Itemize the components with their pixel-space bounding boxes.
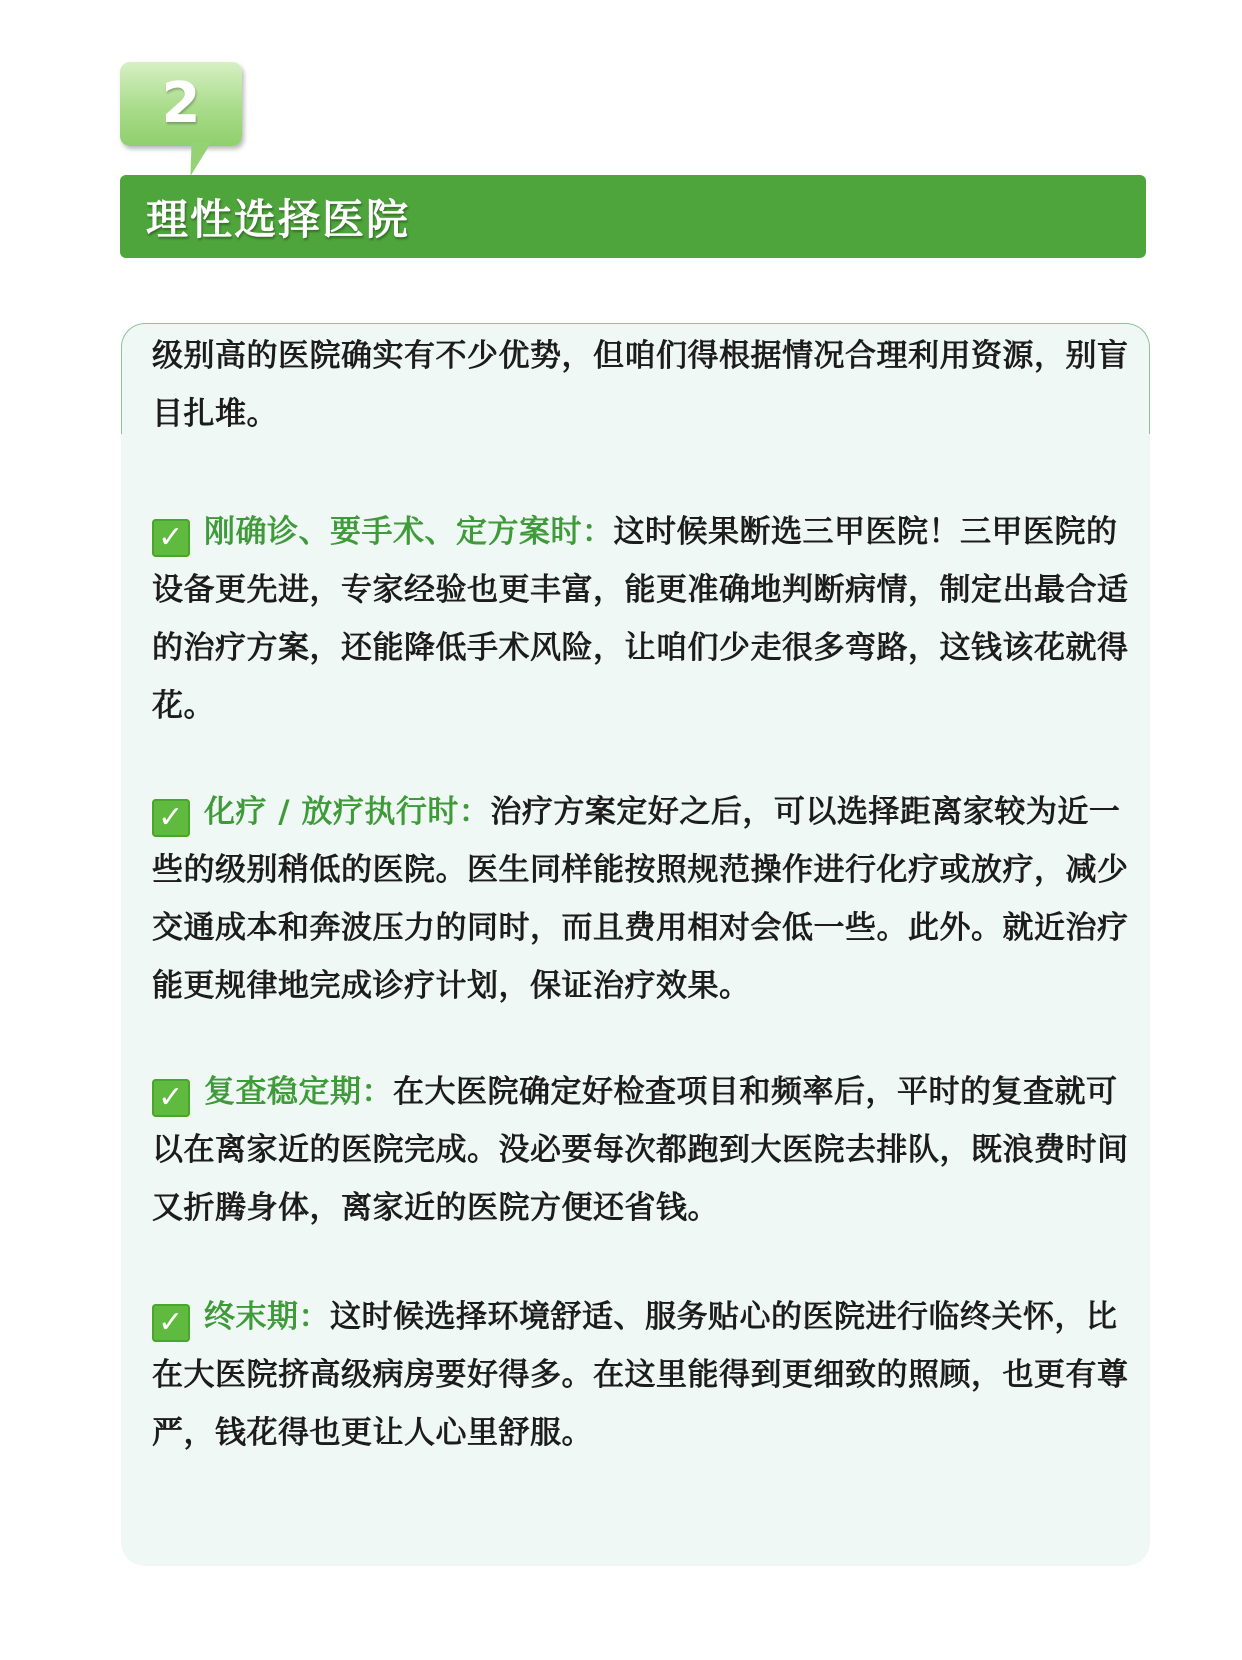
section-title: 理性选择医院 — [146, 194, 411, 244]
check-mark-icon: ✓ — [152, 799, 190, 837]
item-heading: 复查稳定期： — [204, 1074, 393, 1110]
section-number: 2 — [161, 71, 201, 136]
intro-text: 级别高的医院确实有不少优势，但咱们得根据情况合理利用资源，别盲目扎堆。 — [152, 338, 1129, 432]
intro-paragraph — [152, 327, 1142, 443]
list-item — [152, 1063, 1142, 1237]
item-heading: 刚确诊、要手术、定方案时： — [204, 514, 614, 550]
item-body: 在大医院确定好检查项目和频率后，平时的复查就可以在离家近的医院完成。没必要每次都跑到大医院去排队，既浪费时间又折腾身体，离家近的医院方便还省钱。 — [152, 1074, 1129, 1226]
check-mark-icon: ✓ — [152, 519, 190, 557]
list-item — [152, 503, 1142, 735]
item-body: 这时候选择环境舒适、服务贴心的医院进行临终关怀，比在大医院挤高级病房要好得多。在这里能得到更细致的照顾，也更有尊严，钱花得也更让人心里舒服。 — [152, 1299, 1129, 1451]
list-item — [152, 1288, 1142, 1462]
check-mark-icon: ✓ — [152, 1304, 190, 1342]
badge-pointer — [180, 142, 211, 176]
item-heading: 终末期： — [204, 1299, 330, 1335]
item-body: 这时候果断选三甲医院！三甲医院的设备更先进，专家经验也更丰富，能更准确地判断病情，制定出最合适的治疗方案，还能降低手术风险，让咱们少走很多弯路，这钱该花就得花。 — [152, 514, 1129, 724]
item-heading: 化疗 / 放疗执行时： — [204, 794, 491, 830]
item-body: 治疗方案定好之后，可以选择距离家较为近一些的级别稍低的医院。医生同样能按照规范操作进行化疗或放疗，减少交通成本和奔波压力的同时，而且费用相对会低一些。此外。就近治疗能更规律地完成诊疗计划，保证治疗效果。 — [152, 794, 1129, 1004]
section-number-badge — [120, 62, 242, 146]
list-item — [152, 783, 1142, 1015]
check-mark-icon: ✓ — [152, 1079, 190, 1117]
section-title-bar — [120, 175, 1146, 258]
